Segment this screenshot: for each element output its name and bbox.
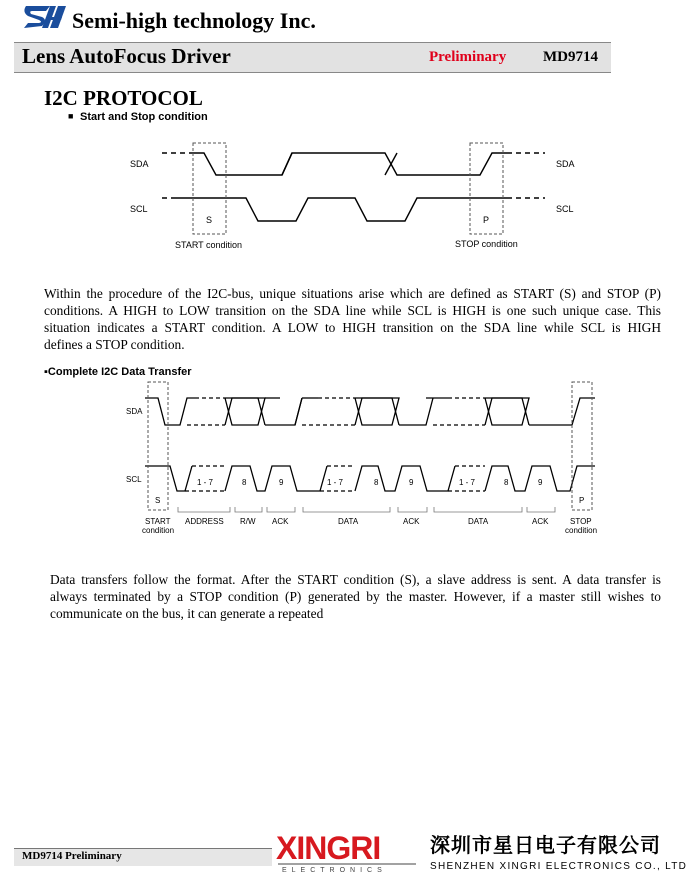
field-label: R/W bbox=[240, 517, 256, 526]
fig2-scl-label: SCL bbox=[126, 475, 142, 484]
fig2-start-caption-1: START bbox=[145, 517, 171, 526]
fig2-stop-caption-1: STOP bbox=[570, 517, 592, 526]
fig1-stop-caption: STOP condition bbox=[455, 239, 518, 249]
section-title: I2C PROTOCOL bbox=[44, 86, 203, 110]
text-line: always terminated by a STOP condition (P) generated by the master. However, if a master still wishes to bbox=[50, 589, 661, 604]
company-name-english: SHENZHEN XINGRI ELECTRONICS CO., LTD bbox=[430, 861, 688, 872]
fig2-sda-label: SDA bbox=[126, 407, 143, 416]
fig2-stop-caption-2: condition bbox=[565, 526, 598, 535]
status-label: Preliminary bbox=[429, 49, 507, 65]
fig2-start-caption-2: condition bbox=[142, 526, 175, 535]
company-name: Semi-high technology Inc. bbox=[72, 8, 316, 33]
text-line: Data transfers follow the format. After the START condition (S), a slave address is sent. A data transfer is bbox=[50, 572, 661, 587]
start-stop-diagram bbox=[0, 130, 695, 255]
pulse-label: 1 - 7 bbox=[327, 478, 344, 487]
brand-text: XINGRI bbox=[276, 830, 381, 866]
footer-label: MD9714 Preliminary bbox=[22, 850, 122, 862]
text-line: communicate on the bus, it can generate a repeated bbox=[50, 606, 324, 621]
fig1-sda-right: SDA bbox=[556, 159, 575, 169]
field-label: ACK bbox=[403, 517, 420, 526]
text-line: situation indicates a START condition. A LOW to HIGH transition on the SDA line while SCL is HIGH bbox=[44, 320, 661, 335]
fig1-scl-left: SCL bbox=[130, 204, 148, 214]
text-line: defines a STOP condition. bbox=[44, 337, 185, 352]
text-line: Within the procedure of the I2C-bus, unique situations arise which are defined as START (S) and STOP (P) bbox=[44, 286, 661, 301]
text-line: conditions. A HIGH to LOW transition on the SDA line while SCL is HIGH is one such unique case. This bbox=[44, 303, 661, 318]
bullet-icon: ■ bbox=[68, 111, 74, 121]
part-number: MD9714 bbox=[543, 49, 598, 65]
field-label: ACK bbox=[532, 517, 549, 526]
fig2-stop-letter: P bbox=[579, 496, 585, 505]
document-title: Lens AutoFocus Driver bbox=[22, 44, 231, 68]
xingri-logo bbox=[276, 830, 422, 874]
field-label: DATA bbox=[468, 517, 489, 526]
figure2-heading: ▪Complete I2C Data Transfer bbox=[44, 366, 192, 378]
pulse-label: 8 bbox=[242, 478, 247, 487]
fig1-scl-right: SCL bbox=[556, 204, 574, 214]
company-name-chinese: 深圳市星日电子有限公司 bbox=[430, 833, 661, 857]
fig1-sda-left: SDA bbox=[130, 159, 149, 169]
company-logo bbox=[22, 2, 68, 32]
pulse-label: 1 - 7 bbox=[197, 478, 214, 487]
figure2-heading-text: Complete I2C Data Transfer bbox=[47, 366, 192, 378]
pulse-label: 8 bbox=[374, 478, 379, 487]
fig1-stop-letter: P bbox=[483, 215, 490, 225]
pulse-label: 9 bbox=[409, 478, 414, 487]
field-label: DATA bbox=[338, 517, 359, 526]
fig2-start-letter: S bbox=[155, 496, 161, 505]
pulse-label: 8 bbox=[504, 478, 509, 487]
pulse-label: 1 - 7 bbox=[459, 478, 476, 487]
paragraph-start-stop bbox=[44, 285, 661, 353]
field-label: ADDRESS bbox=[185, 517, 224, 526]
data-transfer-diagram bbox=[0, 378, 695, 538]
paragraph-data-transfer bbox=[50, 571, 661, 622]
brand-sub-text: ELECTRONICS bbox=[282, 867, 387, 874]
fig1-start-letter: S bbox=[206, 215, 213, 225]
figure1-heading: Start and Stop condition bbox=[80, 111, 208, 123]
pulse-label: 9 bbox=[538, 478, 543, 487]
pulse-label: 9 bbox=[279, 478, 284, 487]
fig1-start-caption: START condition bbox=[175, 240, 243, 250]
field-label: ACK bbox=[272, 517, 289, 526]
